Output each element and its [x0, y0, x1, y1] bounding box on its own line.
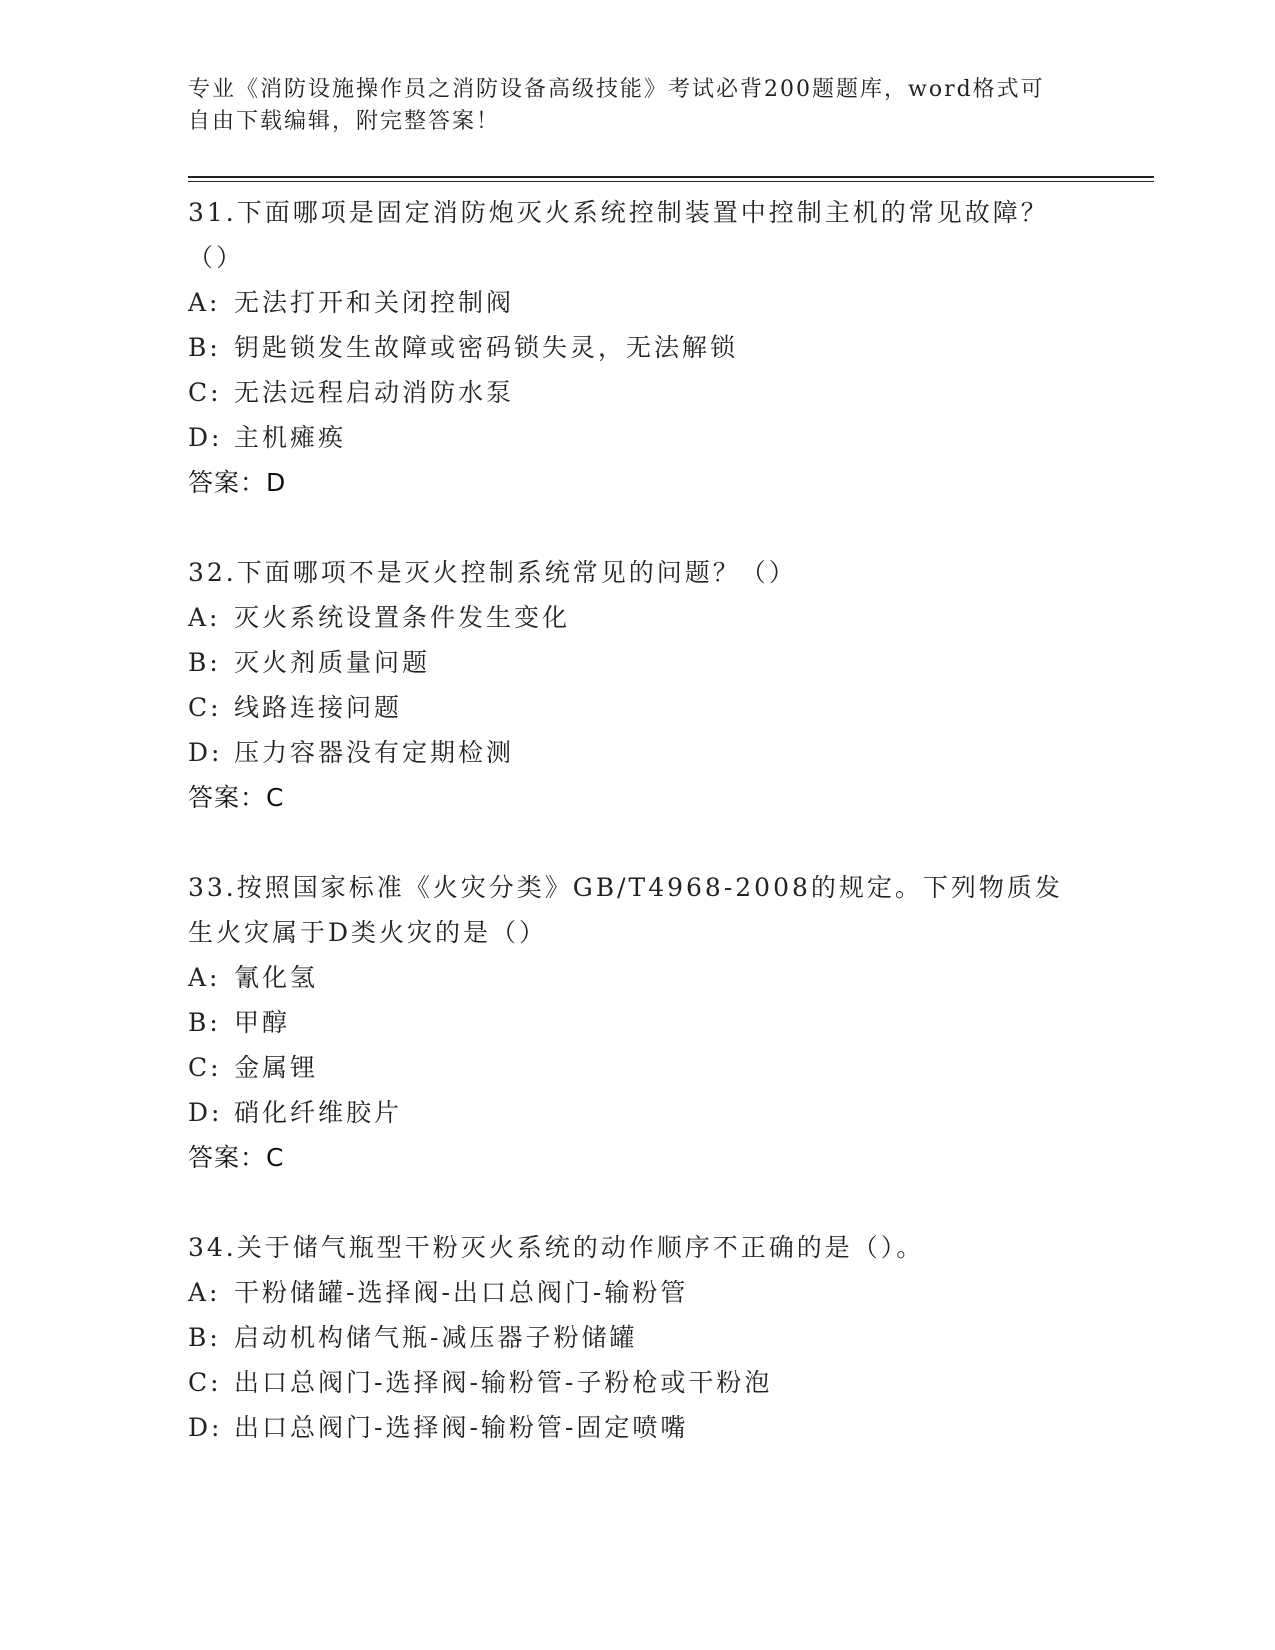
option-c [188, 685, 1088, 730]
option-letter: A: [188, 1278, 221, 1307]
option-text: 线路连接问题 [234, 693, 403, 722]
option-d [188, 1405, 1088, 1450]
question-31 [188, 190, 1088, 505]
option-text: 主机瘫痪 [234, 423, 347, 452]
question-list [188, 190, 1088, 1450]
option-letter: D: [188, 1413, 223, 1442]
option-letter: A: [188, 603, 221, 632]
option-text: 氰化氢 [234, 963, 319, 992]
option-letter: B: [188, 648, 221, 677]
option-b [188, 325, 1088, 370]
answer-line: 答案：C [188, 783, 285, 812]
option-b [188, 1315, 1088, 1360]
option-letter: C: [188, 378, 222, 407]
option-c [188, 1360, 1088, 1405]
option-text: 出口总阀门-选择阀-输粉管-子粉枪或干粉泡 [234, 1368, 773, 1397]
header-divider-thin [188, 181, 1154, 182]
question-32 [188, 550, 1088, 820]
option-letter: C: [188, 1053, 222, 1082]
option-a [188, 955, 1088, 1000]
option-letter: B: [188, 333, 221, 362]
question-spacer [188, 505, 1088, 550]
question-spacer [188, 820, 1088, 865]
option-text: 甲醇 [234, 1008, 291, 1037]
option-d [188, 1090, 1088, 1135]
option-letter: A: [188, 963, 221, 992]
option-d [188, 730, 1088, 775]
header-divider-thick [188, 176, 1154, 178]
option-letter: B: [188, 1323, 221, 1352]
question-spacer [188, 1180, 1088, 1225]
option-text: 灭火剂质量问题 [234, 648, 431, 677]
document-intro: 专业《消防设施操作员之消防设备高级技能》考试必背200题题库，word格式可自由下载编辑，附完整答案！ [188, 77, 1045, 134]
answer-line: 答案：D [188, 468, 287, 497]
question-stem: 31.下面哪项是固定消防炮灭火系统控制装置中控制主机的常见故障？（） [188, 198, 1049, 272]
option-text: 无法打开和关闭控制阀 [234, 288, 515, 317]
question-33 [188, 865, 1088, 1180]
option-b [188, 1000, 1088, 1045]
option-letter: B: [188, 1008, 221, 1037]
option-text: 硝化纤维胶片 [234, 1098, 403, 1127]
question-stem: 34.关于储气瓶型干粉灭火系统的动作顺序不正确的是（）。 [188, 1233, 925, 1262]
option-letter: C: [188, 693, 222, 722]
option-text: 压力容器没有定期检测 [234, 738, 515, 767]
option-b [188, 640, 1088, 685]
option-text: 出口总阀门-选择阀-输粉管-固定喷嘴 [234, 1413, 689, 1442]
option-d [188, 415, 1088, 460]
option-a [188, 1270, 1088, 1315]
option-c [188, 1045, 1088, 1090]
option-letter: C: [188, 1368, 222, 1397]
option-a [188, 280, 1088, 325]
option-text: 灭火系统设置条件发生变化 [234, 603, 571, 632]
option-letter: D: [188, 423, 223, 452]
option-text: 金属锂 [234, 1053, 319, 1082]
question-34 [188, 1225, 1088, 1450]
option-letter: A: [188, 288, 221, 317]
option-letter: D: [188, 1098, 223, 1127]
question-stem: 33.按照国家标准《火灾分类》GB/T4968-2008的规定。下列物质发生火灾属于D类火灾的是（） [188, 873, 1063, 947]
option-text: 干粉储罐-选择阀-出口总阀门-输粉管 [234, 1278, 689, 1307]
option-a [188, 595, 1088, 640]
option-text: 钥匙锁发生故障或密码锁失灵，无法解锁 [234, 333, 739, 362]
option-letter: D: [188, 738, 223, 767]
option-text: 启动机构储气瓶-减压器子粉储罐 [234, 1323, 638, 1352]
option-c [188, 370, 1088, 415]
question-stem: 32.下面哪项不是灭火控制系统常见的问题？（） [188, 558, 797, 587]
option-text: 无法远程启动消防水泵 [234, 378, 515, 407]
answer-line: 答案：C [188, 1143, 285, 1172]
